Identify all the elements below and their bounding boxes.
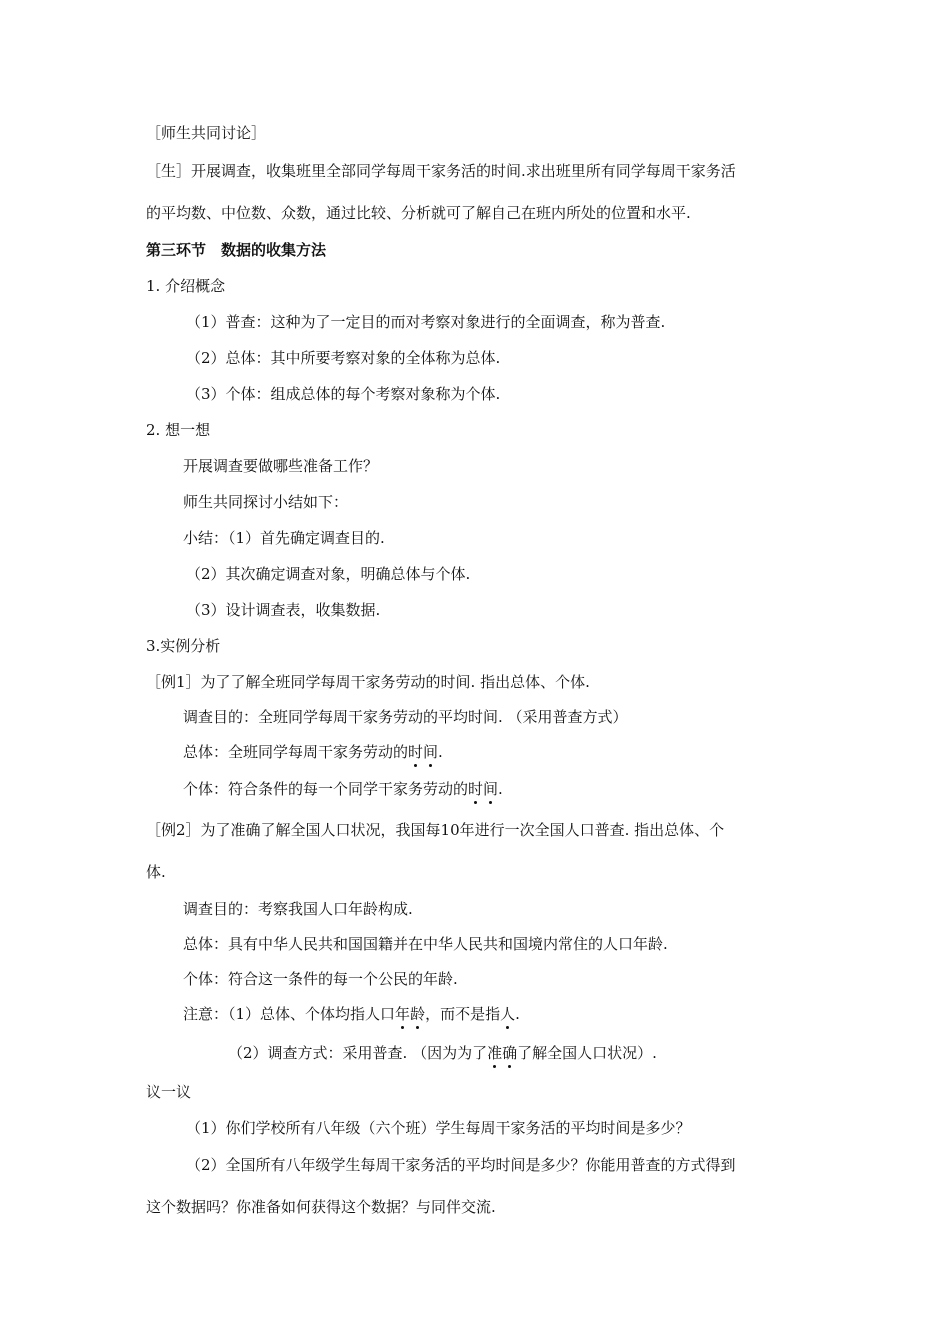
emphasis-char: 准	[487, 1044, 503, 1062]
summary-step1: 小结：（1）首先确定调查目的.	[183, 529, 385, 547]
note2-text: （2）调查方式：采用普查. （因为为了	[228, 1044, 488, 1062]
example1-individual-end: .	[498, 780, 503, 798]
emphasis-char: 间	[423, 743, 439, 761]
example2-population: 总体：具有中华人民共和国国籍并在中华人民共和国境内常住的人口年龄.	[183, 935, 668, 953]
example1-population-end: .	[438, 743, 443, 761]
discuss-question2-line1: （2）全国所有八年级学生每周干家务活的平均时间是多少？你能用普查的方式得到	[186, 1156, 736, 1174]
emphasis-char: 间	[483, 780, 499, 798]
example1-title: ［例1］为了了解全班同学每周干家务劳动的时间. 指出总体、个体.	[146, 673, 590, 691]
section-heading: 第三环节 数据的收集方法	[146, 241, 327, 259]
emphasis-char: 时	[468, 780, 484, 798]
summary-step3: （3）设计调查表，收集数据.	[186, 601, 381, 619]
discuss-question1: （1）你们学校所有八年级（六个班）学生每周干家务活的平均时间是多少？	[186, 1119, 691, 1137]
note2-end: 了解全国人口状况）.	[517, 1044, 657, 1062]
concept-census: （1）普查：这种为了一定目的而对考察对象进行的全面调查，称为普查.	[186, 313, 666, 331]
discuss-question2-line2: 这个数据吗？你准备如何获得这个数据？与同伴交流.	[146, 1198, 496, 1216]
example1-population	[183, 742, 443, 762]
example2-title-line1: ［例2］为了准确了解全国人口状况，我国每10年进行一次全国人口普查. 指出总体、个	[146, 821, 725, 839]
emphasis-char: 时	[408, 743, 424, 761]
examples-title: 3.实例分析	[146, 637, 221, 655]
concepts-title: 1. 介绍概念	[146, 277, 226, 295]
student-answer-line2: 的平均数、中位数、众数，通过比较、分析就可了解自己在班内所处的位置和水平.	[146, 204, 691, 222]
example1-individual	[183, 779, 503, 799]
example2-note2	[228, 1043, 657, 1063]
note1-end: .	[515, 1005, 520, 1023]
emphasis-char: 人	[500, 1005, 516, 1023]
think-summary-intro: 师生共同探讨小结如下：	[183, 493, 349, 511]
discussion-label: ［师生共同讨论］	[146, 124, 267, 142]
think-title: 2. 想一想	[146, 421, 211, 439]
think-question: 开展调查要做哪些准备工作？	[183, 457, 379, 475]
summary-step2: （2）其次确定调查对象，明确总体与个体.	[186, 565, 471, 583]
discuss-title: 议一议	[146, 1083, 192, 1101]
emphasis-char: 年	[395, 1005, 411, 1023]
concept-individual: （3）个体：组成总体的每个考察对象称为个体.	[186, 385, 501, 403]
note1-text: 注意：（1）总体、个体均指人口	[183, 1005, 396, 1023]
example2-title-line2: 体.	[146, 863, 166, 881]
emphasis-char: 确	[502, 1044, 518, 1062]
example2-purpose: 调查目的：考察我国人口年龄构成.	[183, 900, 413, 918]
example1-individual-text: 个体：符合条件的每一个同学干家务劳动的	[183, 780, 469, 798]
concept-population: （2）总体：其中所要考察对象的全体称为总体.	[186, 349, 501, 367]
student-answer-line1: ［生］开展调查，收集班里全部同学每周干家务活的时间.求出班里所有同学每周干家务活	[146, 162, 736, 180]
example2-individual: 个体：符合这一条件的每一个公民的年龄.	[183, 970, 458, 988]
example2-note1	[183, 1004, 520, 1024]
note1-mid: ，而不是指	[425, 1005, 501, 1023]
example1-population-text: 总体：全班同学每周干家务劳动的	[183, 743, 409, 761]
emphasis-char: 龄	[410, 1005, 426, 1023]
example1-purpose: 调查目的：全班同学每周干家务劳动的平均时间. （采用普查方式）	[183, 708, 628, 726]
